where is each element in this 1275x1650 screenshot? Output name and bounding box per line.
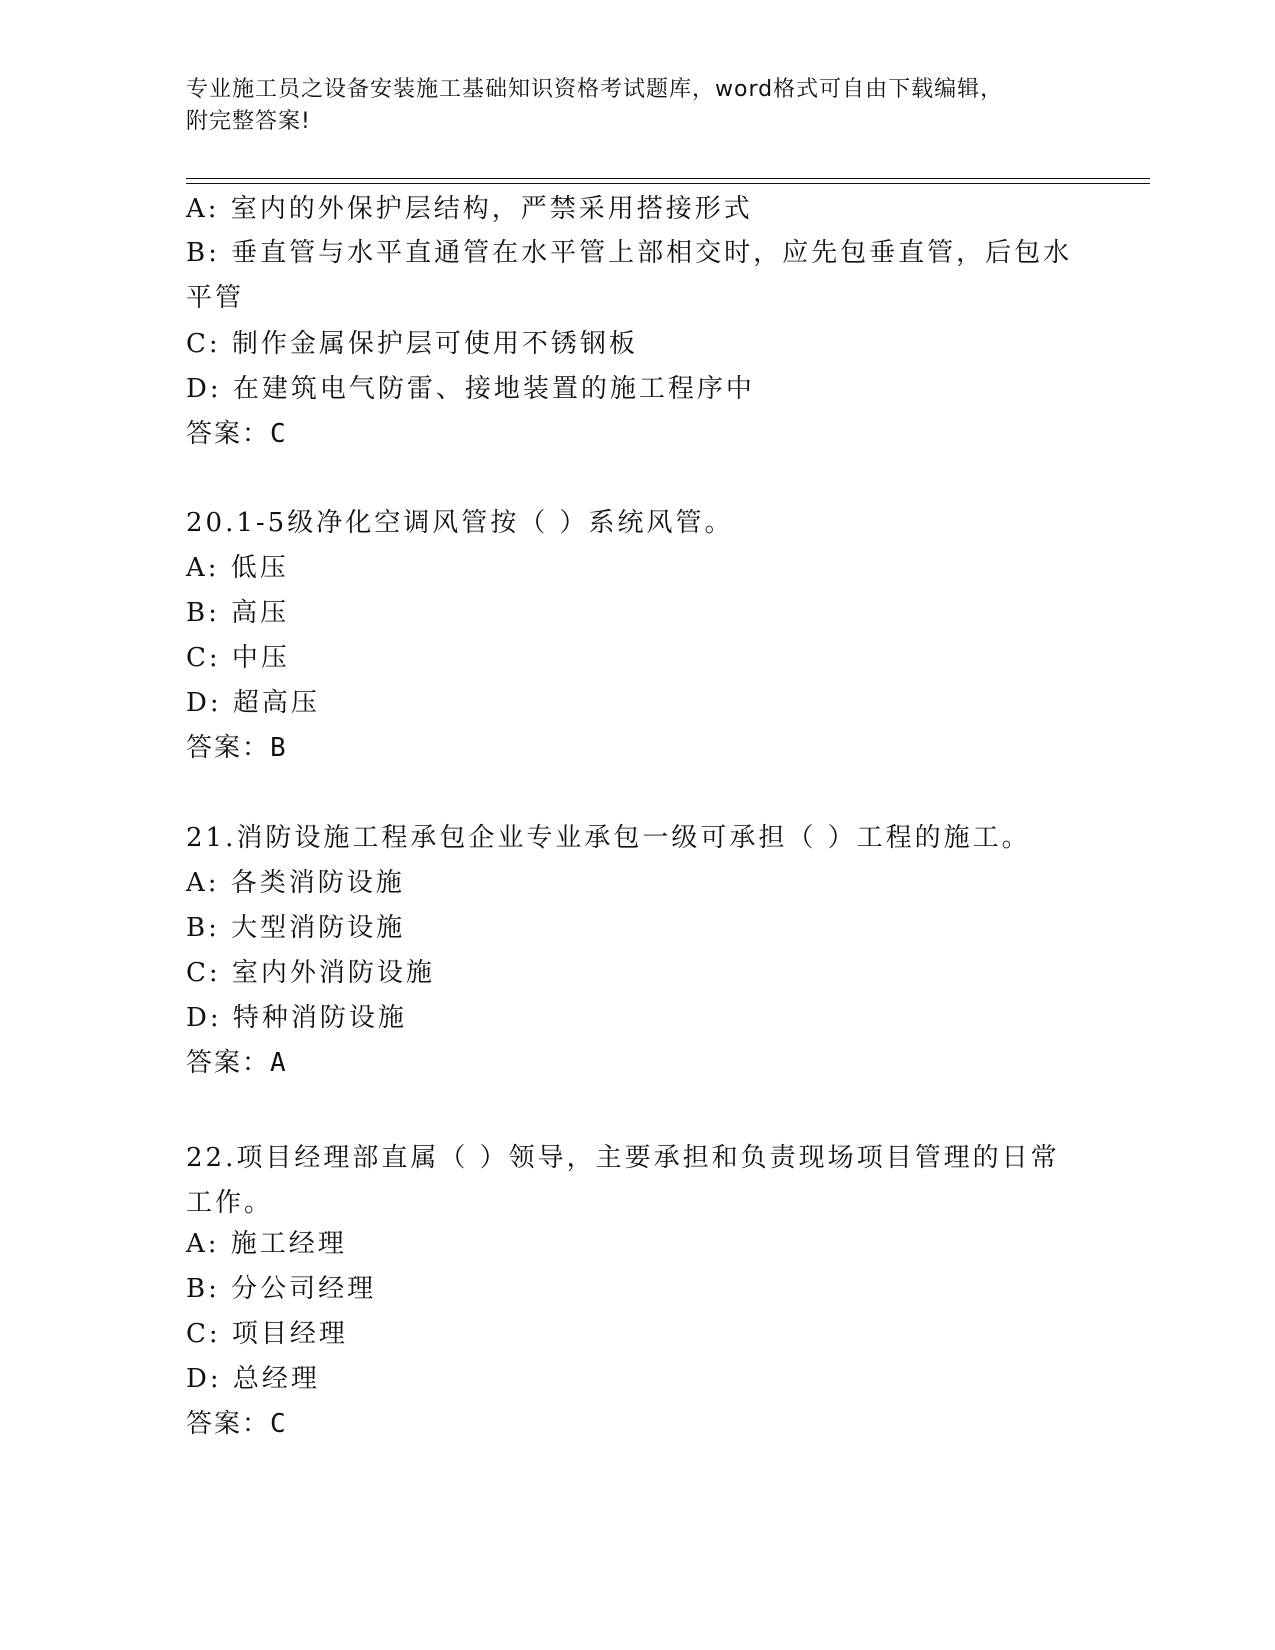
q19-answer bbox=[186, 416, 1086, 452]
answer-value: C bbox=[270, 1409, 288, 1439]
header-divider-top bbox=[186, 178, 1150, 179]
q19-option-b: B: 垂直管与水平直通管在水平管上部相交时，应先包垂直管，后包水平管 bbox=[186, 238, 1073, 313]
answer-label: 答案： bbox=[186, 733, 271, 763]
q22-option-d: D: 总经理 bbox=[186, 1364, 320, 1394]
header-line-1: 专业施工员之设备安装施工基础知识资格考试题库，word格式可自由下载编辑， bbox=[186, 77, 1004, 102]
q22-option-b: B: 分公司经理 bbox=[186, 1274, 377, 1304]
answer-label: 答案： bbox=[186, 1409, 271, 1439]
q21-option-b: B: 大型消防设施 bbox=[186, 913, 406, 943]
answer-value: A bbox=[270, 1048, 288, 1078]
q19-option-d: D: 在建筑电气防雷、接地装置的施工程序中 bbox=[186, 374, 755, 404]
q22-question: 22.项目经理部直属（ ）领导，主要承担和负责现场项目管理的日常工作。 bbox=[186, 1143, 1060, 1218]
header-line-2: 附完整答案! bbox=[186, 109, 311, 134]
header-divider-bottom bbox=[186, 183, 1150, 184]
q20-option-c: C: 中压 bbox=[186, 643, 290, 673]
q21-option-d: D: 特种消防设施 bbox=[186, 1003, 407, 1033]
answer-value: B bbox=[270, 733, 288, 763]
answer-value: C bbox=[270, 419, 288, 449]
q20-option-a: A: 低压 bbox=[186, 553, 289, 583]
q19-option-c: C: 制作金属保护层可使用不锈钢板 bbox=[186, 329, 638, 359]
q21-option-c: C: 室内外消防设施 bbox=[186, 958, 435, 988]
answer-label: 答案： bbox=[186, 1048, 271, 1078]
q19-option-a: A: 室内的外保护层结构，严禁采用搭接形式 bbox=[186, 194, 753, 224]
q20-question: 20.1-5级净化空调风管按（ ）系统风管。 bbox=[186, 508, 734, 538]
q22-option-a: A: 施工经理 bbox=[186, 1229, 347, 1259]
q21-option-a: A: 各类消防设施 bbox=[186, 868, 405, 898]
q20-option-b: B: 高压 bbox=[186, 598, 290, 628]
q21-answer bbox=[186, 1045, 1086, 1081]
answer-label: 答案： bbox=[186, 419, 271, 449]
q22-option-c: C: 项目经理 bbox=[186, 1319, 348, 1349]
q20-answer bbox=[186, 730, 1086, 766]
q20-option-d: D: 超高压 bbox=[186, 688, 320, 718]
q21-question: 21.消防设施工程承包企业专业承包一级可承担（ ）工程的施工。 bbox=[186, 823, 1031, 853]
q22-answer bbox=[186, 1406, 1086, 1442]
document-header bbox=[186, 74, 1066, 138]
